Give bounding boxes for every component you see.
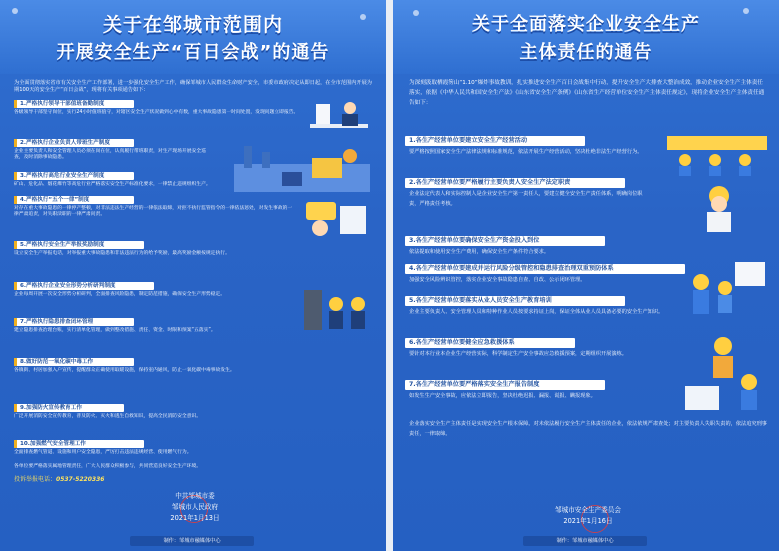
worker-helmet-illustration [689,182,749,234]
right-section-4-title: 4.各生产经营单位要建成并运行风险分级管控和隐患排查治理双重预防体系 [405,264,685,274]
left-section-1-title: 1.严格执行领导干部值班备勤制度 [14,100,134,108]
left-signature-2: 邹城市人民政府 [171,503,219,511]
left-section-7-title: 7.严格执行隐患排查闭环管理 [14,318,134,326]
right-section-3-title: 3.各生产经营单位要确保安全生产资金投入到位 [405,236,605,246]
right-notice-poster [393,0,779,551]
worker-desk-illustration [306,96,372,138]
right-signature: 邹城市安全生产委员会 [555,506,621,514]
left-section-3-title: 3.严格执行高危行业安全生产制度 [14,172,134,180]
rescue-workers-illustration [679,330,769,416]
left-section-7-text: 建立隐患排查治理台账，实行清单化管理，做到整改措施、责任、资金、时限和预案“五落实”。 [14,328,216,333]
left-section-1-text: 各级领导干部坚守岗位，实行24小时值班值守，对辖区安全生产状况做到心中有数，重大事故隐患第一时间处置，发现问题立即报告。 [14,110,299,115]
left-title-line1: 关于在邹城市范围内 [102,14,283,36]
left-section-8-text: 各镇街、村居加强入户宣传，提醒群众正确使用取暖设施，保持室内通风，防止一氧化碳中毒事故发生。 [14,368,235,373]
right-section-2-title: 2.各生产经营单位要严格履行主要负责人安全生产法定职责 [405,178,625,188]
right-section-5-title: 5.各生产经营单位要落实从业人员安全生产教育培训 [405,296,625,306]
right-section-1-text: 要严格按照国家安全生产法律法规和标准规范，依法开展生产经营活动，坚决杜绝非法生产经营行为。 [409,149,643,155]
left-section-4-text: 对存在重大事故隐患的一律停产整顿，对非法违法生产经营的一律依法取缔，对拒不执行监管指令的一律依法惩处，对发生事故的一律严肃追责，对失职渎职的一律严肃问责。 [14,206,293,218]
right-title-line2: 主体责任的通告 [519,42,653,63]
right-section-7-text: 如发生生产安全事故，应依法立即报告，坚决杜绝迟报、漏报、谎报、瞒报现象。 [409,393,596,399]
hotline-number: 0537-5220336 [56,476,105,483]
right-header-banner [393,0,779,74]
left-section-9-title: 9.加强防火宣传教育工作 [14,404,124,412]
left-section-9-text: 广泛开展消防安全宣传教育，普及防火、灭火和逃生自救知识，提高全民消防安全意识。 [14,414,202,419]
right-title-line1: 关于全面落实企业安全生产 [472,14,700,35]
left-section-2-text: 企业主要负责人和安全管理人员必须在岗在位，认真履行带班职责，对生产现场开展安全巡查，及时消除事故隐患。 [14,149,206,161]
left-section-6-text: 企业每周开展一次安全形势分析研判，全面排查风险隐患，制定防范措施，确保安全生产形势稳定。 [14,292,226,297]
right-section-6-title: 6.各生产经营单位要健全应急救援体系 [405,338,575,348]
left-section-10-title: 10.加强燃气安全管理工作 [14,440,144,448]
report-stop-illustration [300,196,372,240]
left-closing: 各单位要严格落实属地管理责任，广大人民群众积极参与，共同营造良好安全生产环境。 [14,464,202,469]
left-section-5-title: 5.严格执行安全生产举报奖励制度 [14,241,144,249]
right-section-5-text: 企业主要负责人、安全管理人员和特种作业人员按要求持证上岗，保证全体从业人员具备必要的安全生产知识。 [409,309,664,315]
right-section-3-text: 依法提取和使用安全生产费用，确保安全生产条件符合要求。 [409,249,550,255]
left-section-6-title: 6.严格执行企业安全形势分析研判制度 [14,282,154,290]
factory-illustration [232,138,372,194]
left-section-3-text: 矿山、危化品、烟花爆竹等高危行业严格落实安全生产标准化要求，一律禁止违规组织生产。 [14,182,211,187]
right-closing: 企业落实安全生产主体责任是实现安全生产根本保障。对未依法履行安全生产主体责任的企业，依法依规严肃查处；对主要负责人失职失责的，依法追究刑事责任，一律取缔。 [409,421,767,437]
right-intro: 为深刻汲取栖霞笏山“1.10”爆炸事故教训，扎实推进安全生产百日会战集中行动，提升安全生产大排查大整治成效，推动企业安全生产主体责任落实，依据《中华人民共和国安全生产法》《山东省安全生产条例》《山东省生产经营单位安全生产主体责任规定》，现将企业安全生产主体责任通告如下： [409,80,765,106]
left-section-2-title: 2.严格执行企业负责人带班生产制度 [14,139,134,147]
left-maker-label: 制作：邹城市融媒体中心 [130,536,254,546]
right-section-4-text: 加强安全风险辨识管控，落实企业安全事故隐患自查、自改、公示闭环管理。 [409,277,586,283]
right-date: 2021年1月16日 [563,517,613,525]
left-hotline [14,477,374,483]
inspection-workers-illustration [300,282,372,334]
left-intro: 为全面贯彻落实省市有关安全生产工作部署，进一步强化安全生产工作，确保邹城市人民群众生命财产安全，市委市政府决定从即日起，在全市范围内开展为期100天的安全生产“百日会战”，现将有关事项通告如下： [14,80,372,93]
right-section-2-text: 企业法定代表人和实际控制人是企业安全生产第一责任人，要建立健全安全生产责任体系，明确岗位职责，严格责任考核。 [409,191,643,207]
left-notice-poster [0,0,386,551]
hotline-label: 投诉举报电话： [14,476,57,483]
left-title-line2: 开展安全生产“百日会战”的通告 [56,42,330,63]
safety-workers-banner-illustration [665,130,769,178]
right-section-1-title: 1.各生产经营单位要建立安全生产经营活动 [405,136,585,146]
right-maker-label: 制作：邹城市融媒体中心 [523,536,647,546]
left-section-4-title: 4.严格执行“五个一律”制度 [14,196,134,204]
left-section-5-text: 设立安全生产举报电话，对举报重大事故隐患和非法违法行为的给予奖励，最高奖励金额按规定执行。 [14,251,230,256]
right-section-6-text: 要针对本行业本企业生产经营实际，科学制定生产安全事故应急救援预案，定期组织开展演练。 [409,351,627,357]
left-section-8-title: 8.做好防范一氧化碳中毒工作 [14,358,134,366]
right-section-7-title: 7.各生产经营单位要严格落实安全生产报告制度 [405,380,605,390]
left-section-10-text: 全面排查燃气管道、设施和用户安全隐患，严厉打击违法违规经营、使用燃气行为。 [14,450,192,455]
left-signature-1: 中共邹城市委 [175,492,215,500]
left-date: 2021年1月13日 [170,514,220,522]
meeting-workers-illustration [679,258,769,318]
left-header-banner [0,0,386,74]
